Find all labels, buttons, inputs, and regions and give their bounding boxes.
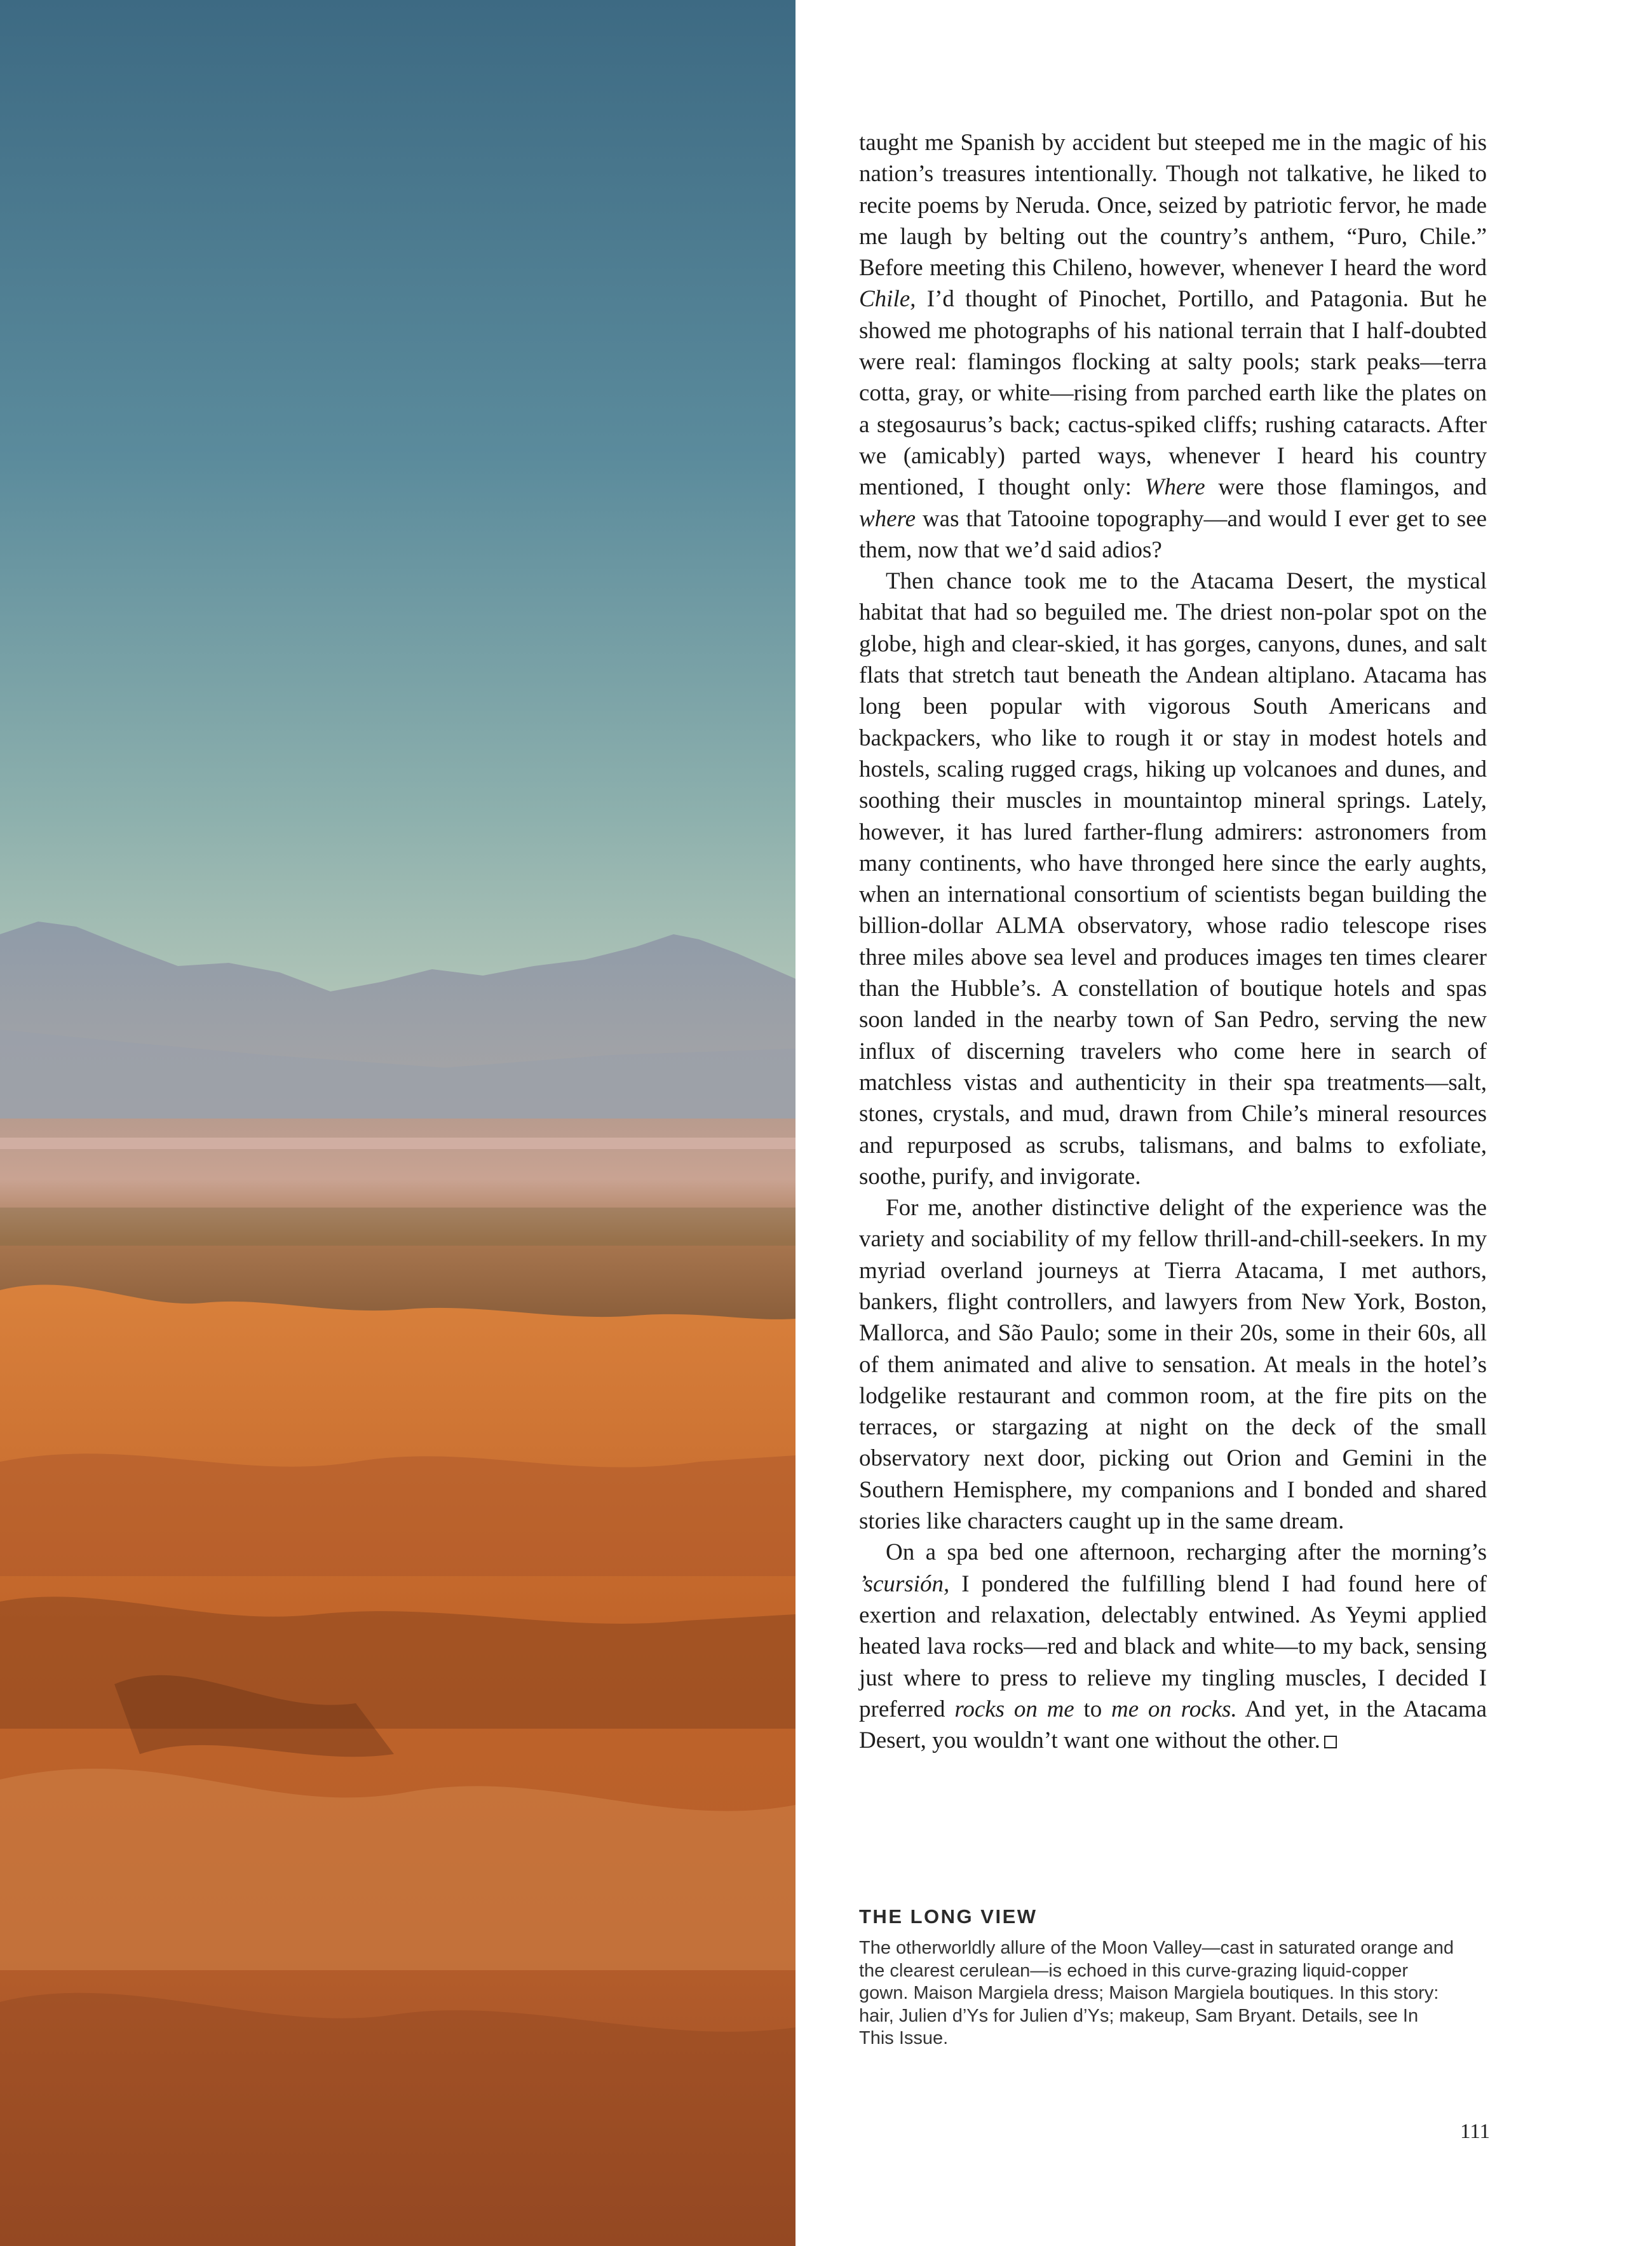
italic-run: Where — [1144, 474, 1205, 501]
paragraph-2: Then chance took me to the Atacama Desert, the mystical habitat that had so beguiled me. The driest non-polar spot on the globe, high and clear-skied, it has gorges, canyons, dunes, and salt flats that stretch taut beneath the Andean altiplano. Atacama has long been popular with vigorous South Americans and backpackers, who like to rough it or stay in modest hotels and hostels, scaling rugged crags, hiking up volcanoes and dunes, and soothing their muscles in mountaintop mineral springs. Lately, however, it has lured farther-flung admirers: astronomers from many continents, who have thronged here since the early aughts, when an international consortium of scientists began building the billion-dollar ALMA observatory, whose radio telescope rises three miles above sea level and produces images ten times clearer than the Hubble’s. A constellation of boutique hotels and spas soon landed in the nearby town of San Pedro, serving the new influx of discerning travelers who come here in search of matchless vistas and authenticity in their spa treatments—salt, stones, crystals, and mud, drawn from Chile’s mineral resources and repurposed as scrubs, talismans, and balms to exfoliate, soothe, purify, and invigorate. — [859, 568, 1487, 1190]
text-run: On a spa bed one afternoon, recharging after the morning’s — [886, 1539, 1487, 1566]
desert-landscape-photo — [0, 0, 796, 2246]
italic-run: me on rocks. — [1111, 1696, 1237, 1722]
caption-heading: THE LONG VIEW — [859, 1905, 1038, 1928]
text-run: And yet, in the Atacama Desert, you wouldn’t want one without the other. — [859, 1696, 1487, 1754]
photo-caption — [859, 1904, 1456, 2050]
article-body — [859, 127, 1487, 1756]
page-number: 111 — [1459, 2120, 1490, 2143]
text-run: to — [1074, 1696, 1112, 1722]
paragraph-1 — [859, 127, 1487, 566]
text-run: were those flamingos, and — [1205, 474, 1487, 501]
italic-run: ’scursión, — [859, 1570, 950, 1597]
italic-run: rocks on me — [954, 1696, 1074, 1722]
italic-run: where — [859, 505, 916, 532]
end-mark-icon — [1324, 1736, 1337, 1748]
caption-text: The otherworldly allure of the Moon Valley—cast in saturated orange and the clearest cerulean—is echoed in this curve-grazing liquid-copper gown. Maison Margiela dress; Maison Margiela boutiques. In this story: hair, Julien d’Ys for Julien d’Ys; makeup, Sam Bryant. Details, see In This Issue. — [859, 1938, 1454, 2048]
text-run: was that Tatooine topography—and would I ever get to see them, now that we’d said adios? — [859, 505, 1487, 563]
text-run: taught me Spanish by accident but steeped me in the magic of his nation’s treasures intentionally. Though not talkative, he liked to recite poems by Neruda. Once, seized by patriotic fervor, he made me laugh by belting out the country’s anthem, “Puro, Chile.” Before meeting this Chileno, however, whenever I heard the word — [859, 130, 1487, 282]
paragraph-4 — [859, 1537, 1487, 1756]
text-run: I’d thought of Pinochet, Portillo, and Patagonia. But he showed me photographs of his national terrain that I half-doubted were real: flamingos flocking at salty pools; stark peaks—terra cotta, gray, or white—rising from parched earth like the plates on a stegosaurus’s back; cactus-spiked cliffs; rushing cataracts. After we (amicably) parted ways, whenever I heard his country mentioned, I thought only: — [859, 286, 1487, 501]
paragraph-3: For me, another distinctive delight of the experience was the variety and sociability of my fellow thrill-and-chill-seekers. In my myriad overland journeys at Tierra Atacama, I met authors, bankers, flight controllers, and lawyers from New York, Boston, Mallorca, and São Paulo; some in their 20s, some in their 60s, all of them animated and alive to sensation. At meals in the hotel’s lodgelike restaurant and common room, at the fire pits on the terraces, or stargazing at night on the deck of the small observatory next door, picking out Orion and Gemini in the Southern Hemisphere, my companions and I bonded and shared stories like characters caught up in the same dream. — [859, 1195, 1487, 1535]
text-run: I pondered the fulfilling blend I had found here of exertion and relaxation, delectably entwined. As Yeymi applied heated lava rocks—red and black and white—to my back, sensing just where to press to relieve my tingling muscles, I decided I preferred — [859, 1570, 1487, 1722]
italic-run: Chile, — [859, 286, 916, 313]
